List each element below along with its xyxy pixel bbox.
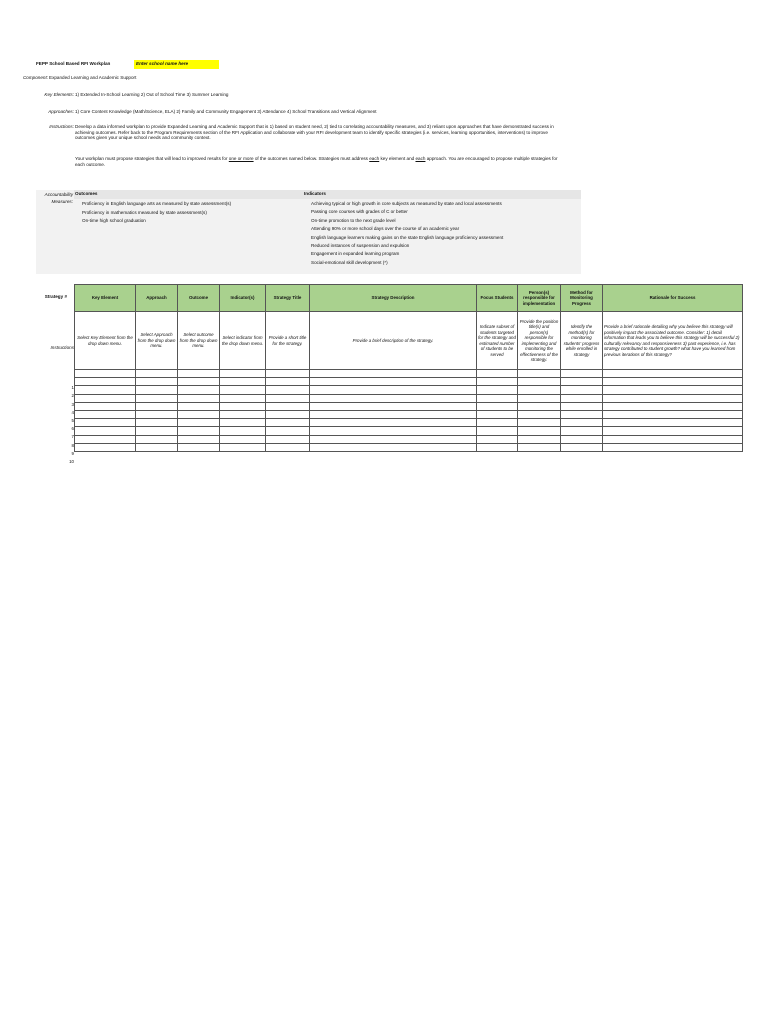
text-run: approach. You are encouraged to propose multiple strategies for xyxy=(425,156,558,161)
table-cell[interactable] xyxy=(75,386,136,394)
table-row[interactable] xyxy=(75,435,743,443)
text-run: Your workplan must propose strategies that will lead to improved results for xyxy=(75,156,229,161)
text-run: each xyxy=(415,156,426,161)
header-approach: Approach xyxy=(136,285,178,312)
indicator-item: Attending 90% or more school days over the course of an academic year xyxy=(311,226,460,232)
indicator-item: Social-emotional skill development (*) xyxy=(311,259,388,265)
instructions-paragraph-2 xyxy=(75,156,595,167)
table-cell[interactable] xyxy=(477,394,518,402)
table-cell[interactable] xyxy=(75,402,136,410)
indicator-item: Achieving typical or high growth in core subjects as measured by state and local assessments xyxy=(311,201,502,206)
table-cell[interactable] xyxy=(477,410,518,418)
row-number: 9 xyxy=(71,451,74,456)
table-cell[interactable] xyxy=(310,370,477,378)
table-row[interactable] xyxy=(75,410,743,418)
table-cell[interactable] xyxy=(220,370,266,378)
table-cell[interactable] xyxy=(266,402,310,410)
table-cell[interactable] xyxy=(603,378,743,386)
table-cell[interactable] xyxy=(266,394,310,402)
component-label: Component: xyxy=(22,75,48,80)
table-cell[interactable] xyxy=(178,427,220,435)
table-cell[interactable] xyxy=(518,427,561,435)
indicator-item: Passing core courses with grades of C or better xyxy=(311,209,408,215)
instructions-text xyxy=(75,124,595,141)
table-cell[interactable] xyxy=(561,378,603,386)
table-cell[interactable] xyxy=(136,443,178,451)
instruction-indicator: Select indicator from the drop down menu. xyxy=(220,312,266,370)
table-cell[interactable] xyxy=(136,410,178,418)
table-cell[interactable] xyxy=(136,435,178,443)
table-cell[interactable] xyxy=(310,419,477,427)
outcome-item: On-time high school graduation xyxy=(82,218,146,223)
table-cell[interactable] xyxy=(518,386,561,394)
strategy-number-label: Strategy # xyxy=(44,294,67,299)
table-row[interactable] xyxy=(75,419,743,427)
table-cell[interactable] xyxy=(603,402,743,410)
table-cell[interactable] xyxy=(561,370,603,378)
text-run: each outcome. xyxy=(75,161,106,167)
text-run: one or more xyxy=(228,156,254,161)
indicator-item: Reduced instances of suspension and expulsion xyxy=(311,243,410,249)
table-cell[interactable] xyxy=(136,394,178,402)
workplan-table xyxy=(74,284,743,452)
table-cell[interactable] xyxy=(518,410,561,418)
table-cell[interactable] xyxy=(561,410,603,418)
table-cell[interactable] xyxy=(136,427,178,435)
table-cell[interactable] xyxy=(136,402,178,410)
table-cell[interactable] xyxy=(220,435,266,443)
table-cell[interactable] xyxy=(266,419,310,427)
table-cell[interactable] xyxy=(220,386,266,394)
table-cell[interactable] xyxy=(477,427,518,435)
table-cell[interactable] xyxy=(220,443,266,451)
table-cell[interactable] xyxy=(178,443,220,451)
header-key-element: Key Element xyxy=(75,285,136,312)
table-header-row xyxy=(75,285,743,312)
outcomes-list xyxy=(82,200,231,226)
table-cell[interactable] xyxy=(136,386,178,394)
table-cell[interactable] xyxy=(266,435,310,443)
instructions-line: Develop a data informed workplan to provide Expanded Learning and Academic Support that is 1) based on student need, 2) tied to correlating accountability measures, and 3) reliant upon approaches that have demonstrated success in xyxy=(75,124,554,129)
indicators-list xyxy=(311,200,503,267)
table-cell[interactable] xyxy=(136,419,178,427)
table-cell[interactable] xyxy=(603,443,743,451)
table-cell[interactable] xyxy=(75,435,136,443)
header-focus-students: Focus Students xyxy=(477,285,518,312)
indicator-item: Engagement in expanded learning program xyxy=(311,251,400,257)
text-run: of the outcomes named below. Strategies must address xyxy=(253,156,370,161)
header-strategy-title: Strategy Title xyxy=(266,285,310,312)
text-run: each xyxy=(369,156,380,161)
table-cell[interactable] xyxy=(75,370,136,378)
indicators-title: Indicators xyxy=(304,191,326,196)
row-number: 10 xyxy=(69,459,74,464)
table-cell[interactable] xyxy=(310,435,477,443)
table-cell[interactable] xyxy=(75,443,136,451)
table-cell[interactable] xyxy=(266,386,310,394)
table-cell[interactable] xyxy=(136,378,178,386)
table-row[interactable] xyxy=(75,394,743,402)
table-cell[interactable] xyxy=(178,402,220,410)
table-cell[interactable] xyxy=(75,427,136,435)
table-cell[interactable] xyxy=(561,427,603,435)
indicator-item: On-time promotion to the next grade level xyxy=(311,217,396,223)
table-cell[interactable] xyxy=(477,402,518,410)
table-cell[interactable] xyxy=(310,402,477,410)
accountability-label: Accountability xyxy=(44,192,73,197)
table-cell[interactable] xyxy=(310,443,477,451)
table-cell[interactable] xyxy=(561,435,603,443)
header-monitoring-method: Method for Monitoring Progress xyxy=(561,285,603,312)
table-cell[interactable] xyxy=(477,435,518,443)
instruction-monitoring-method: Identify the method(s) for monitoring students' progress while enrolled in strategy xyxy=(561,312,603,370)
row-number: 7 xyxy=(71,434,74,439)
row-number: 6 xyxy=(71,426,74,431)
table-cell[interactable] xyxy=(266,370,310,378)
table-cell[interactable] xyxy=(178,370,220,378)
row-number: 1 xyxy=(71,385,74,390)
instruction-persons-responsible: Provide the position title(s) and person(s) responsible for implementing and monitoring the effectiveness of the strategy. xyxy=(518,312,561,370)
component-value: Expanded Learning and Academic Support xyxy=(49,75,137,80)
table-cell[interactable] xyxy=(518,443,561,451)
instruction-strategy-title: Provide a short title for the strategy. xyxy=(266,312,310,370)
outcome-item: Proficiency in mathematics measured by state assessment(s) xyxy=(82,209,207,215)
approaches-label: Approaches: xyxy=(48,109,74,114)
table-cell[interactable] xyxy=(178,378,220,386)
table-cell[interactable] xyxy=(310,410,477,418)
table-cell[interactable] xyxy=(477,370,518,378)
table-cell[interactable] xyxy=(518,419,561,427)
outcome-item: Proficiency in English language arts as measured by state assessment(s) xyxy=(82,201,232,206)
row-number: 8 xyxy=(71,443,74,448)
table-cell[interactable] xyxy=(603,435,743,443)
table-cell[interactable] xyxy=(561,419,603,427)
table-cell[interactable] xyxy=(603,410,743,418)
table-cell[interactable] xyxy=(518,435,561,443)
table-row[interactable] xyxy=(75,427,743,435)
table-cell[interactable] xyxy=(178,394,220,402)
table-cell[interactable] xyxy=(266,427,310,435)
table-cell[interactable] xyxy=(310,394,477,402)
table-row[interactable] xyxy=(75,386,743,394)
accountability-header-band xyxy=(74,190,581,199)
table-cell[interactable] xyxy=(603,370,743,378)
table-cell[interactable] xyxy=(220,394,266,402)
key-elements-label: Key Elements: xyxy=(44,92,74,97)
table-cell[interactable] xyxy=(178,410,220,418)
instructions-row-label: Instructions xyxy=(50,345,74,350)
table-cell[interactable] xyxy=(178,435,220,443)
table-cell[interactable] xyxy=(603,427,743,435)
workplan-title: FEPP School Based RFI Workplan xyxy=(36,61,111,66)
table-cell[interactable] xyxy=(178,386,220,394)
table-cell[interactable] xyxy=(518,394,561,402)
table-cell[interactable] xyxy=(561,443,603,451)
table-cell[interactable] xyxy=(603,419,743,427)
table-cell[interactable] xyxy=(477,378,518,386)
table-cell[interactable] xyxy=(220,402,266,410)
instruction-approach: Select Approach from the drop down menu. xyxy=(136,312,178,370)
instruction-strategy-description: Provide a brief description of the strategy. xyxy=(310,312,477,370)
indicator-item: English language learners making gains on the state English language proficiency assessment xyxy=(311,234,504,240)
table-cell[interactable] xyxy=(75,378,136,386)
table-cell[interactable] xyxy=(603,394,743,402)
row-number: 4 xyxy=(71,410,74,415)
row-number: 3 xyxy=(71,402,74,407)
table-cell[interactable] xyxy=(561,402,603,410)
table-cell[interactable] xyxy=(310,427,477,435)
instruction-key-element: Select Key Element from the drop down menu. xyxy=(75,312,136,370)
table-cell[interactable] xyxy=(266,410,310,418)
instructions-line: outcomes given your unique school needs and community context. xyxy=(75,135,211,141)
table-row[interactable] xyxy=(75,443,743,451)
table-cell[interactable] xyxy=(178,419,220,427)
outcomes-title: Outcomes xyxy=(75,191,98,196)
table-cell[interactable] xyxy=(561,394,603,402)
table-cell[interactable] xyxy=(220,427,266,435)
table-cell[interactable] xyxy=(266,443,310,451)
header-persons-responsible: Person(s) responsible for implementation xyxy=(518,285,561,312)
instructions-line: achieving outcomes. Refer back to the Program Requirements section of the RFI Application and collaborate with your RFI development team to identify specific strategies (i.e. services, learning opportunities, interventions) to improve xyxy=(75,129,548,135)
row-number: 2 xyxy=(71,393,74,398)
school-name-field[interactable]: Enter school name here xyxy=(134,60,219,69)
table-cell[interactable] xyxy=(561,386,603,394)
instructions-row xyxy=(75,312,743,370)
instructions-label: Instructions: xyxy=(49,124,74,129)
table-cell[interactable] xyxy=(310,386,477,394)
table-cell[interactable] xyxy=(477,443,518,451)
table-cell[interactable] xyxy=(477,386,518,394)
approaches-value: 1) Core Content Knowledge (Math/Science, ELA) 2) Family and Community Engagement 3) Attendance 4) School Transitions and Vertical Alignment xyxy=(75,109,377,114)
table-row[interactable] xyxy=(75,402,743,410)
table-cell[interactable] xyxy=(220,410,266,418)
table-cell[interactable] xyxy=(220,378,266,386)
table-cell[interactable] xyxy=(220,419,266,427)
instruction-outcome: Select outcome from the drop down menu. xyxy=(178,312,220,370)
table-cell[interactable] xyxy=(75,394,136,402)
text-run: key element and xyxy=(379,156,416,161)
table-cell[interactable] xyxy=(310,378,477,386)
table-cell[interactable] xyxy=(518,378,561,386)
header-indicators: Indicator(s) xyxy=(220,285,266,312)
instruction-focus-students: Indicate subset of students targeted for the strategy and estimated number of students to be served xyxy=(477,312,518,370)
table-cell[interactable] xyxy=(477,419,518,427)
table-cell[interactable] xyxy=(266,378,310,386)
table-row[interactable] xyxy=(75,370,743,378)
header-rationale: Rationale for Success xyxy=(603,285,743,312)
table-cell[interactable] xyxy=(518,370,561,378)
table-cell[interactable] xyxy=(518,402,561,410)
table-cell[interactable] xyxy=(603,386,743,394)
row-number: 5 xyxy=(71,418,74,423)
measures-label: Measures: xyxy=(51,199,73,204)
table-cell[interactable] xyxy=(136,370,178,378)
key-elements-value: 1) Extended In-School Learning 2) Out of School Time 3) Summer Learning xyxy=(75,92,229,97)
table-row[interactable] xyxy=(75,378,743,386)
table-cell[interactable] xyxy=(75,419,136,427)
instruction-rationale: Provide a brief rationale detailing why you believe this strategy will positively impact the associated outcome. Consider: 1) detail information that leads you to believe this strategy will be successful 2) culturally relevancy and responsiveness 3) past experience, i.e. has strategy contributed to student growth? what have you learned from previous iterations of this strategy? xyxy=(603,312,743,370)
header-strategy-description: Strategy Description xyxy=(310,285,477,312)
table-cell[interactable] xyxy=(75,410,136,418)
header-outcome: Outcome xyxy=(178,285,220,312)
